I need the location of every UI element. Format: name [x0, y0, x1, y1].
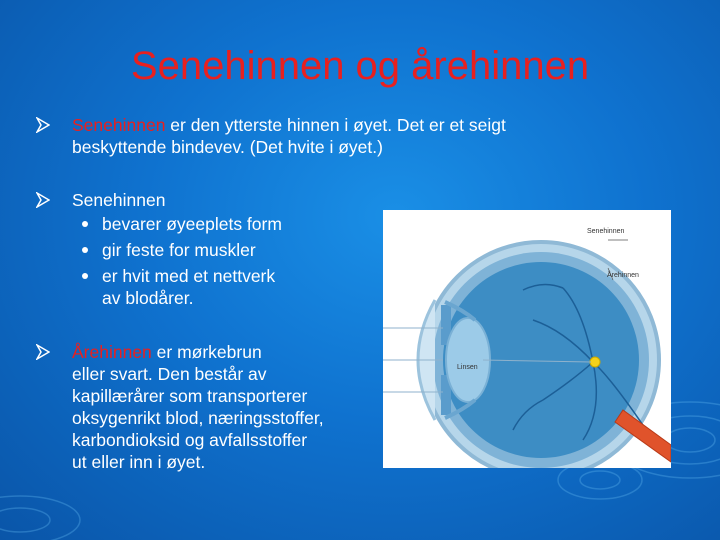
eye-diagram: [383, 210, 671, 468]
label-choroid: Årehinnen: [607, 272, 639, 279]
bullet-line: [72, 114, 506, 136]
arrow-bullet-icon: [36, 192, 50, 208]
bullet-heading: Senehinnen: [72, 190, 166, 210]
arrow-bullet-icon: [36, 117, 50, 133]
label-sclera: Senehinnen: [587, 228, 625, 235]
dot-bullet-icon: [82, 221, 88, 227]
bullet-text: er mørkebrun: [151, 342, 262, 362]
bullet-text-continued: beskyttende bindevev. (Det hvite i øyet.): [72, 137, 383, 157]
bullet-text-continued: ut eller inn i øyet.: [72, 452, 206, 472]
dot-bullet-icon: [82, 247, 88, 253]
highlight-term: Senehinnen: [72, 115, 166, 135]
eye-cross-section-illustration: [383, 210, 671, 468]
dot-bullet-icon: [82, 273, 88, 279]
bullet-choroid-definition: [36, 341, 366, 473]
bullet-line: [72, 341, 262, 363]
bullet-text-continued: oksygenrikt blod, næringsstoffer,: [72, 408, 324, 428]
sub-bullet: gir feste for muskler: [102, 239, 256, 261]
bullet-text-continued: eller svart. Den består av: [72, 364, 267, 384]
sub-bullet: er hvit med et nettverk: [102, 265, 275, 287]
bullet-text: er den ytterste hinnen i øyet. Det er et seigt: [165, 115, 506, 135]
label-lens: Linsen: [457, 364, 478, 371]
sub-bullet: bevarer øyeeplets form: [102, 213, 282, 235]
bullet-text-continued: karbondioksid og avfallsstoffer: [72, 430, 308, 450]
sub-bullet-continued: av blodårer.: [102, 288, 194, 308]
bullet-sclera-definition: [36, 114, 676, 158]
highlight-term: Årehinnen: [72, 342, 152, 362]
arrow-bullet-icon: [36, 344, 50, 360]
bullet-text-continued: kapillærårer som transporterer: [72, 386, 308, 406]
slide-title: Senehinnen og årehinnen: [130, 44, 590, 88]
